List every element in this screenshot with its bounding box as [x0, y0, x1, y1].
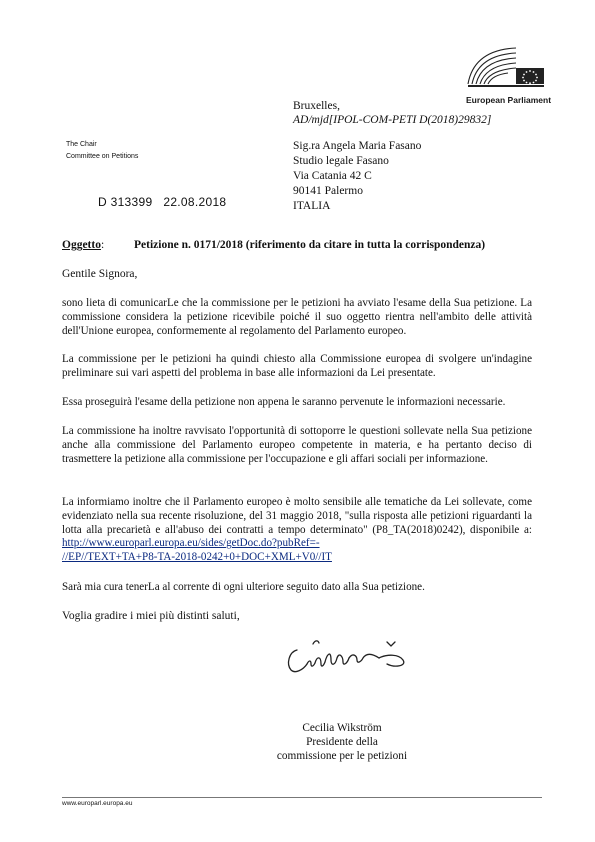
- subject-label: Oggetto: [62, 239, 101, 251]
- recipient-country: ITALIA: [293, 200, 331, 212]
- paragraph-4: La commissione ha inoltre ravvisato l'opportunità di sottoporre le questioni sollevate nella Sua petizione anche alla commissione del Parlamento europeo competente in materia, e ha pertanto deciso di trasmettere la petizione alla commissione per l'occupazione e gli affari sociali per informazione.: [62, 425, 532, 465]
- paragraph-5-text: La informiamo inoltre che il Parlamento europeo è molto sensibile alle tematiche da Lei sollevate, come evidenziato nella sua recente risoluzione, del 31 maggio 2018, "sulla risposta alle petizioni riguardanti la lotta alla precarietà e all'abuso dei contratti a tempo determinato" (P8_TA(2018)0242), disponibile a:: [62, 496, 532, 536]
- paragraph-2: La commissione per le petizioni ha quindi chiesto alla Commissione europea di svolgere un'indagine preliminare sui vari aspetti del problema in base alle informazioni da Lei presentate.: [62, 353, 532, 379]
- european-parliament-logo: [466, 44, 546, 90]
- footer-divider: [62, 797, 542, 798]
- signatory-name: Cecilia Wikström: [302, 722, 382, 734]
- signatory-body: commissione per le petizioni: [276, 750, 408, 762]
- paragraph-3: Essa proseguirà l'esame della petizione non appena le saranno pervenute le informazioni necessarie.: [62, 396, 506, 408]
- institution-name: European Parliament: [466, 95, 552, 105]
- recipient-name: Sig.ra Angela Maria Fasano: [293, 140, 422, 152]
- paragraph-1: sono lieta di comunicarLe che la commissione per le petizioni ha avviato l'esame della Sua petizione. La commissione considera la petizione ricevibile poiché il suo oggetto rientra nell'ambito delle attività dell'Unione europea, conformemente al regolamento del Parlamento europeo.: [62, 297, 532, 337]
- footer-url: www.europarl.europa.eu: [62, 800, 133, 807]
- subject-colon: :: [100, 239, 105, 251]
- recipient-city: 90141 Palermo: [293, 185, 363, 197]
- resolution-link[interactable]: http://www.europarl.europa.eu/sides/getDoc.do?pubRef=-: [62, 537, 320, 550]
- subject-line: [62, 239, 486, 251]
- greeting: Gentile Signora,: [62, 268, 138, 280]
- sender-chair: The Chair: [66, 141, 97, 148]
- handwritten-signature: [283, 634, 415, 676]
- document-stamp: [98, 195, 226, 209]
- sender-committee: Committee on Petitions: [66, 153, 139, 160]
- place: Bruxelles,: [293, 100, 340, 112]
- recipient-firm: Studio legale Fasano: [293, 155, 389, 167]
- subject-text: Petizione n. 0171/2018 (riferimento da citare in tutta la corrispondenza): [134, 239, 486, 251]
- resolution-link-continued[interactable]: //EP//TEXT+TA+P8-TA-2018-0242+0+DOC+XML+V0//IT: [62, 551, 332, 564]
- stamp-text: D 313399 22.08.2018: [98, 195, 227, 209]
- recipient-street: Via Catania 42 C: [293, 170, 372, 182]
- paragraph-5: [62, 496, 532, 565]
- signatory-title: Presidente della: [306, 736, 378, 748]
- closing-salutation: Voglia gradire i miei più distinti saluti,: [62, 610, 240, 622]
- reference-number: AD/mjd[IPOL-COM-PETI D(2018)29832]: [293, 114, 492, 126]
- paragraph-6: Sarà mia cura tenerLa al corrente di ogni ulteriore seguito dato alla Sua petizione.: [62, 581, 425, 593]
